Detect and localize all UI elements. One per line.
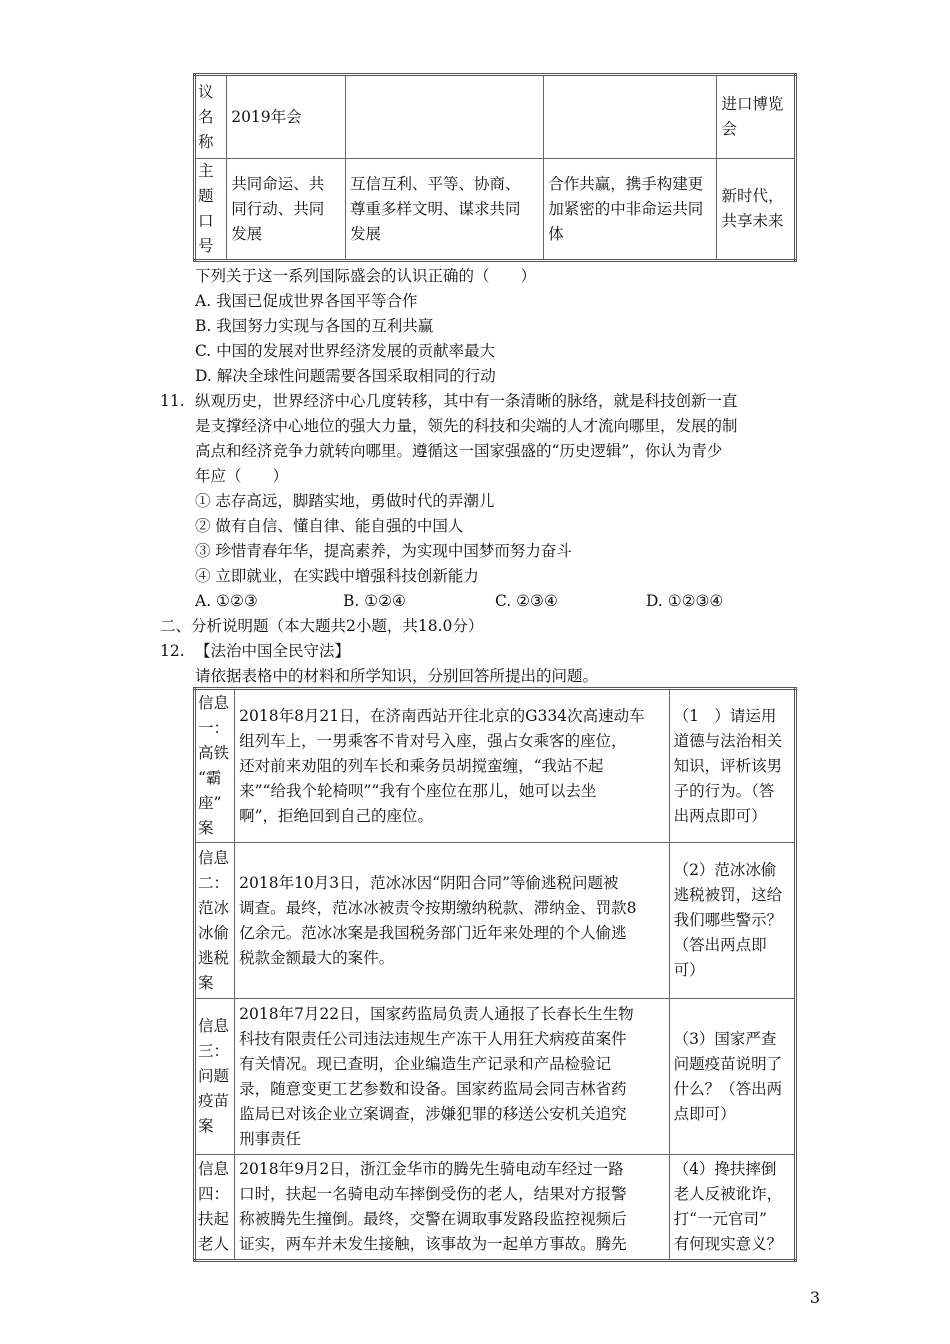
case-label: 信息 二： 范冰 冰偷 逃税 案 — [195, 843, 235, 999]
row-label-name — [195, 75, 227, 159]
table-row — [195, 999, 796, 1155]
q11-option-a[interactable]: A. ①②③ — [195, 592, 258, 610]
case-question: （2）范冰冰偷 逃税被罚，这给 我们哪些警示？ （答出两点即 可） — [669, 843, 795, 999]
q11-stem-line: 高点和经济竞争力就转向哪里。遵循这一国家强盛的“历史逻辑”，你认为青少 — [195, 442, 723, 460]
cell-2019: 2019年会 — [227, 75, 346, 159]
q10-option-c[interactable]: C. 中国的发展对世界经济发展的贡献率最大 — [195, 342, 496, 360]
cell-theme-2: 互信互利、平等、协商、 尊重多样文明、谋求共同 发展 — [345, 159, 543, 261]
label-char: 称 — [198, 132, 214, 151]
case-label: 信息 三： 问题 疫苗 案 — [195, 999, 235, 1155]
case-label: 信息 一： 高铁 “霸 座” 案 — [195, 689, 235, 843]
q11-option-b[interactable]: B. ①②④ — [343, 592, 406, 610]
label-char: 议 — [198, 82, 214, 101]
row-label-theme: 主 题 口 号 — [195, 159, 227, 261]
q10-option-b[interactable]: B. 我国努力实现与各国的互利共赢 — [195, 317, 434, 335]
cell-empty-2 — [544, 75, 717, 159]
q10-option-a[interactable]: A. 我国已促成世界各国平等合作 — [195, 292, 418, 310]
q10-stem: 下列关于这一系列国际盛会的认识正确的（ ） — [195, 267, 537, 285]
table-row — [195, 1155, 796, 1261]
cell-expo: 进口博览 会 — [717, 75, 796, 159]
q12-number: 12. — [160, 642, 185, 660]
section-title: 二、分析说明题（本大题共2小题，共18.0分） — [160, 617, 484, 635]
case-label: 信息 四： 扶起 老人 — [195, 1155, 235, 1261]
case-content: 2018年8月21日，在济南西站开往北京的G334次高速动车 组列车上，一男乘客不肯对号入座，强占女乘客的座位， 还对前来劝阻的列车长和乘务员胡搅蛮缠，“我站不起 来”“给我个轮椅呗”“我有个座位在那儿，她可以去坐 啊”，拒绝回到自己的座位。 — [235, 689, 669, 843]
q11-option-d[interactable]: D. ①②③④ — [646, 592, 724, 610]
q11-stem-line: 年应（ ） — [195, 467, 289, 485]
case-content: 2018年7月22日，国家药监局负责人通报了长春长生生物 科技有限责任公司违法违规生产冻干人用狂犬病疫苗案件 有关情况。现已查明，企业编造生产记录和产品检验记 录，随意变更工艺参数和设备。国家药监局会同吉林省药 监局已对该企业立案调查，涉嫌犯罪的移送公安机关追究 刑事责任 — [235, 999, 669, 1155]
q10-option-d[interactable]: D. 解决全球性问题需要各国采取相同的行动 — [195, 367, 496, 385]
cell-empty-1 — [345, 75, 543, 159]
q12-instruction: 请依据表格中的材料和所学知识，分别回答所提出的问题。 — [195, 667, 599, 685]
q11-item-3: ③ 珍惜青春年华，提高素养，为实现中国梦而努力奋斗 — [195, 542, 572, 560]
case-content: 2018年10月3日，范冰冰因“阴阳合同”等偷逃税问题被 调查。最终，范冰冰被责令按期缴纳税款、滞纳金、罚款8 亿余元。范冰冰案是我国税务部门近年来处理的个人偷逃 税款金额最大的案件。 — [235, 843, 669, 999]
case-question: （1 ）请运用 道德与法治相关 知识，评析该男 子的行为。（答 出两点即可） — [669, 689, 795, 843]
q11-item-4: ④ 立即就业，在实践中增强科技创新能力 — [195, 567, 479, 585]
q11-item-1: ① 志存高远，脚踏实地，勇做时代的弄潮儿 — [195, 492, 495, 510]
q11-item-2: ② 做有自信、懂自律、能自强的中国人 — [195, 517, 464, 535]
label-char: 名 — [198, 107, 214, 126]
case-question: （4）搀扶摔倒 老人反被讹诈， 打“一元官司” 有何现实意义？ — [669, 1155, 795, 1261]
cell-theme-3: 合作共赢，携手构建更 加紧密的中非命运共同 体 — [544, 159, 717, 261]
table-row — [195, 689, 796, 843]
q11-stem-line: 纵观历史，世界经济中心几度转移，其中有一条清晰的脉络，就是科技创新一直 — [195, 392, 738, 410]
page-number: 3 — [809, 1288, 820, 1307]
cell-theme-4: 新时代， 共享未来 — [717, 159, 796, 261]
cell-theme-1: 共同命运、共 同行动、共同 发展 — [227, 159, 346, 261]
case-content: 2018年9月2日，浙江金华市的腾先生骑电动车经过一路 口时，扶起一名骑电动车摔倒受伤的老人，结果对方报警 称被腾先生撞倒。最终，交警在调取事发路段监控视频后 证实，两车并未发生接触，该事故为一起单方事故。腾先 — [235, 1155, 669, 1261]
summit-table — [193, 73, 797, 262]
table-row — [195, 843, 796, 999]
case-table — [193, 687, 797, 1262]
q11-stem-line: 是支撑经济中心地位的强大力量，领先的科技和尖端的人才流向哪里，发展的制 — [195, 417, 738, 435]
q11-option-c[interactable]: C. ②③④ — [495, 592, 558, 610]
q11-number: 11. — [160, 392, 185, 410]
q12-title: 【法治中国全民守法】 — [195, 642, 351, 660]
case-question: （3）国家严查 问题疫苗说明了 什么？（答出两 点即可） — [669, 999, 795, 1155]
